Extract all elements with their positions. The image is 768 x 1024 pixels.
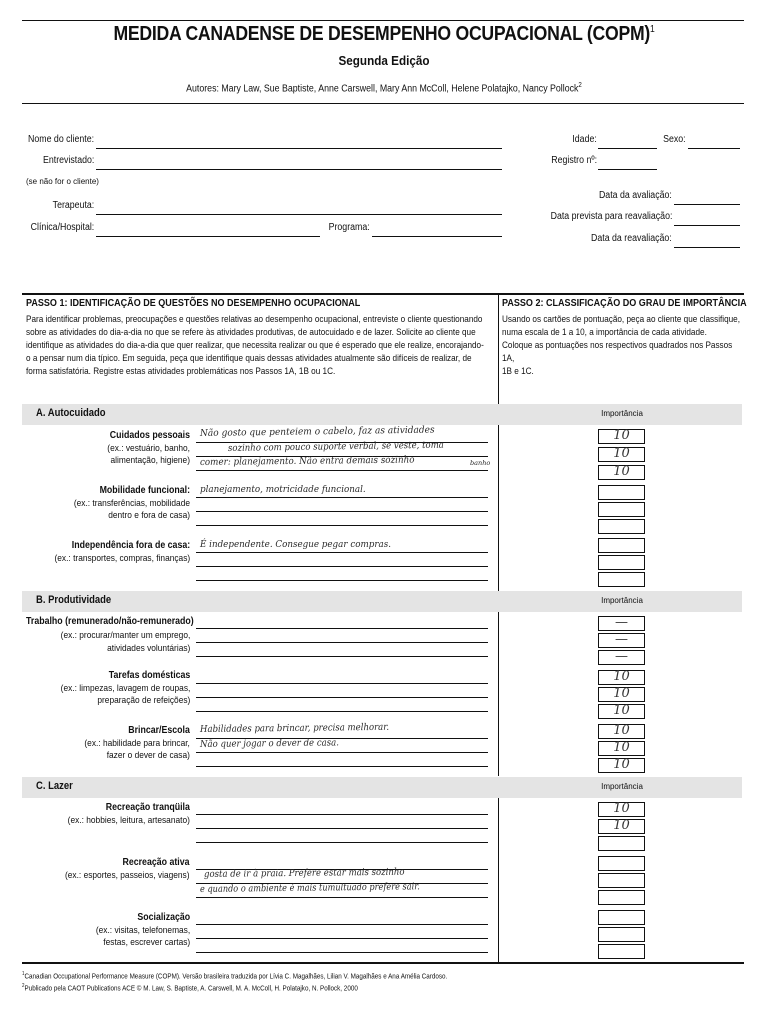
cat-trabalho: Trabalho (remunerado/não-remunerado) (26, 616, 194, 627)
cat-tarefas-domesticas: Tarefas domésticas (ex.: limpezas, lavagem de roupas, preparação de refeições) (60, 670, 190, 706)
section-c-divider (498, 798, 499, 962)
handwritten-answer: gosta de ir à praia. Prefere estar mais sozinho (203, 866, 405, 880)
authors: Autores: Mary Law, Sue Baptiste, Anne Carswell, Mary Ann McColl, Helene Polatajko, Nancy Pollock$^2$ (186, 82, 582, 95)
sexo-label: Sexo: (663, 134, 686, 145)
importance-box[interactable]: — (598, 616, 645, 631)
importance-box[interactable] (598, 856, 645, 871)
answer-line[interactable] (196, 766, 488, 767)
section-c-header (22, 777, 742, 798)
handwritten-answer: planejamento, motricidade funcional. (200, 484, 366, 495)
handwritten-answer: É independente. Consegue pegar compras. (200, 539, 392, 550)
importance-box[interactable] (598, 944, 645, 959)
entrevistado-note: (se não for o cliente) (26, 177, 99, 186)
importance-box[interactable] (598, 890, 645, 905)
cat-brincar-escola: Brincar/Escola (ex.: habilidade para brincar, fazer o dever de casa) (84, 725, 190, 761)
header-rule (22, 103, 744, 104)
importance-box[interactable] (598, 502, 645, 517)
importancia-label: Importância (601, 782, 643, 791)
top-rule (22, 20, 744, 21)
importance-box[interactable]: 10 (598, 447, 645, 462)
importance-box[interactable]: — (598, 650, 645, 665)
importance-box[interactable]: 10 (598, 465, 645, 480)
sexo-field[interactable] (688, 148, 740, 149)
answer-line[interactable] (196, 842, 488, 843)
answer-line[interactable] (196, 683, 488, 684)
cat-mobilidade-funcional: Mobilidade funcional: (ex.: transferências, mobilidade dentro e fora de casa) (73, 485, 190, 521)
data-reavaliacao-label: Data da reavaliação: (591, 233, 672, 244)
importance-box[interactable] (598, 836, 645, 851)
handwritten-answer: banho (470, 459, 491, 467)
terapeuta-label: Terapeuta: (52, 200, 94, 211)
cat-cuidados-pessoais: Cuidados pessoais (ex.: vestuário, banho, alimentação, higiene) (107, 430, 190, 466)
bottom-rule (22, 962, 744, 964)
answer-line[interactable] (196, 552, 488, 553)
page-subtitle: Segunda Edição (338, 53, 430, 68)
idade-label: Idade: (572, 134, 597, 145)
section-a-divider (498, 425, 499, 591)
answer-line[interactable] (196, 814, 488, 815)
steps-divider (498, 294, 499, 404)
answer-line[interactable] (196, 628, 488, 629)
importance-box[interactable] (598, 927, 645, 942)
handwritten-answer: Não gosto que penteiem o cabelo, faz as atividades (199, 424, 435, 439)
answer-line[interactable] (196, 711, 488, 712)
answer-line[interactable] (196, 952, 488, 953)
clinica-label: Clínica/Hospital: (30, 222, 94, 233)
clinica-field[interactable] (96, 236, 320, 237)
importance-box[interactable]: — (598, 633, 645, 648)
cat-socializacao: Socialização (ex.: visitas, telefonemas, festas, escrever cartas) (95, 912, 190, 948)
registro-label: Registro nº: (551, 155, 597, 166)
page-title: MEDIDA CANADENSE DE DESEMPENHO OCUPACIONAL (COPM)$^1$ (113, 22, 655, 45)
registro-field[interactable] (598, 169, 657, 170)
importance-box[interactable] (598, 555, 645, 570)
passo1-title: PASSO 1: IDENTIFICAÇÃO DE QUESTÕES NO DESEMPENHO OCUPACIONAL (26, 297, 361, 309)
importancia-label: Importância (601, 596, 643, 605)
steps-top-rule (22, 293, 744, 295)
data-avaliacao-label: Data da avaliação: (599, 190, 672, 201)
section-b-title: B. Produtividade (36, 594, 112, 606)
answer-line[interactable] (196, 938, 488, 939)
answer-line[interactable] (196, 470, 488, 471)
importance-box[interactable]: 10 (598, 670, 645, 685)
answer-line[interactable] (196, 897, 488, 898)
handwritten-answer: sozinho com pouco suporte verbal, se veste, toma (227, 439, 444, 454)
answer-line[interactable] (196, 752, 488, 753)
data-reavaliacao-field[interactable] (674, 247, 740, 248)
data-avaliacao-field[interactable] (674, 204, 740, 205)
answer-line[interactable] (196, 828, 488, 829)
answer-line[interactable] (196, 580, 488, 581)
idade-field[interactable] (598, 148, 657, 149)
data-prevista-label: Data prevista para reavaliação: (550, 211, 672, 222)
cat-recreacao-ativa: Recreação ativa (ex.: esportes, passeios, viagens) (65, 857, 190, 881)
data-prevista-field[interactable] (674, 225, 740, 226)
section-b-header (22, 591, 742, 612)
passo2-text: Usando os cartões de pontuação, peça ao cliente que classifique, numa escala de 1 a 10, a importância de cada atividade. Coloque as pontuações nos respectivos quadrados nos Passos 1A, 1B e 1C. (502, 314, 741, 377)
section-c-title: C. Lazer (36, 780, 73, 792)
importance-box[interactable]: 10 (598, 687, 645, 702)
importance-box[interactable]: 10 (598, 758, 645, 773)
importance-box[interactable]: 10 (598, 819, 645, 834)
importance-box[interactable] (598, 572, 645, 587)
answer-line[interactable] (196, 566, 488, 567)
importance-box[interactable] (598, 519, 645, 534)
importance-box[interactable]: 10 (598, 704, 645, 719)
importance-box[interactable] (598, 873, 645, 888)
importance-box[interactable] (598, 485, 645, 500)
handwritten-answer: e quando o ambiente é mais tumultuado prefere sair. (199, 881, 420, 895)
programa-field[interactable] (372, 236, 502, 237)
handwritten-answer: comer: planejamento. Não entra demais sozinho (199, 454, 415, 468)
handwritten-answer: Habilidades para brincar, precisa melhorar. (199, 721, 390, 735)
importance-box[interactable]: 10 (598, 724, 645, 739)
section-a-header (22, 404, 742, 425)
programa-label: Programa: (328, 222, 370, 233)
nome-label: Nome do cliente: (27, 134, 94, 145)
cat-independencia: Independência fora de casa: (ex.: transportes, compras, finanças) (54, 540, 190, 564)
answer-line[interactable] (196, 497, 488, 498)
answer-line[interactable] (196, 642, 488, 643)
cat-recreacao-tranquila: Recreação tranqüila (ex.: hobbies, leitura, artesanato) (67, 802, 190, 826)
entrevistado-label: Entrevistado: (42, 155, 94, 166)
section-b-divider (498, 612, 499, 776)
passo1-text: Para identificar problemas, preocupações e questões relativas ao desempenho ocupacional, entreviste o cliente questionando sobre as atividades do dia-a-dia no que se refere às atividades produtivas, de autocuidado e de lazer. Solicite ao cliente que identifique as atividades do dia-a-dia que quer realizar, que necessita realizar ou que é esperado que ele realize, encorajando- o a pensar num dia típico. Em seguida, peça que identifique quais dessas atividades atualmente são difíceis de realizar, de forma satisfatória. Registre estas atividades problemáticas nos Passos 1A, 1B ou 1C. (26, 314, 484, 377)
handwritten-answer: Não quer jogar o dever de casa. (199, 737, 339, 750)
importance-box[interactable] (598, 910, 645, 925)
terapeuta-field[interactable] (96, 214, 502, 215)
answer-line[interactable] (196, 511, 488, 512)
answer-line[interactable] (196, 697, 488, 698)
answer-line[interactable] (196, 924, 488, 925)
importance-box[interactable]: 10 (598, 802, 645, 817)
cat-trabalho-examples: (ex.: procurar/manter um emprego, atividades voluntárias) (60, 630, 190, 654)
importance-box[interactable] (598, 538, 645, 553)
footnote-1: $^1$Canadian Occupational Performance Measure (COPM). Versão brasileira traduzida por Lívia C. Magalhães, Lilian V. Magalhães e Ana Amélia Cardoso. (22, 971, 448, 981)
footnote-2: $^2$Publicado pela CAOT Publications ACE © M. Law, S. Baptiste, A. Carswell, M. A. McColl, H. Polatajko, N. Pollock, 2000 (22, 983, 358, 993)
answer-line[interactable] (196, 656, 488, 657)
entrevistado-field[interactable] (96, 169, 502, 170)
importance-box[interactable]: 10 (598, 429, 645, 444)
section-a-title: A. Autocuidado (36, 407, 106, 419)
importancia-label: Importância (601, 409, 643, 418)
nome-field[interactable] (96, 148, 502, 149)
passo2-title: PASSO 2: CLASSIFICAÇÃO DO GRAU DE IMPORTÂNCIA (502, 297, 747, 309)
answer-line[interactable] (196, 525, 488, 526)
importance-box[interactable]: 10 (598, 741, 645, 756)
